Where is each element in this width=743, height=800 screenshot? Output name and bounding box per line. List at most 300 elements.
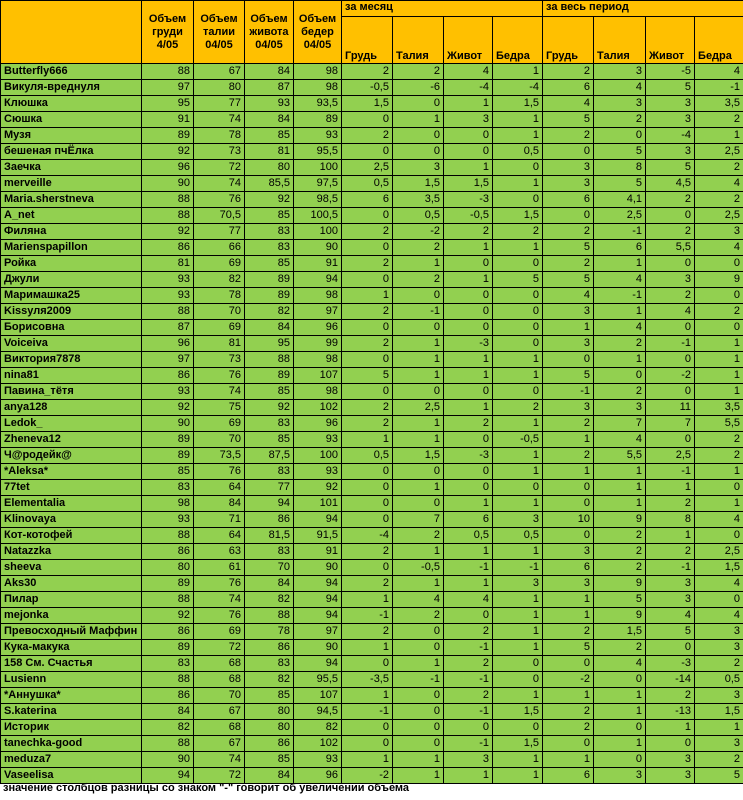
value-cell: 97,5 xyxy=(294,176,342,192)
value-cell: 95,5 xyxy=(294,144,342,160)
value-cell: 3 xyxy=(543,160,594,176)
value-cell: 1 xyxy=(594,688,646,704)
value-cell: 4 xyxy=(543,96,594,112)
value-cell: 85 xyxy=(245,688,294,704)
value-cell: 92 xyxy=(245,400,294,416)
value-cell: 94 xyxy=(294,592,342,608)
value-cell: 0 xyxy=(393,128,444,144)
table-row xyxy=(1,720,743,736)
value-cell: 3 xyxy=(543,400,594,416)
value-cell: 10 xyxy=(543,512,594,528)
value-cell: 6 xyxy=(543,560,594,576)
value-cell: 89 xyxy=(245,288,294,304)
value-cell: 2,5 xyxy=(342,160,393,176)
value-cell: 2 xyxy=(594,560,646,576)
value-cell: 3 xyxy=(543,176,594,192)
value-cell: 0 xyxy=(342,736,393,752)
value-cell: 1 xyxy=(493,592,543,608)
value-cell: 1 xyxy=(444,272,493,288)
participant-name: Klinovaya xyxy=(1,512,142,528)
value-cell: 88 xyxy=(245,608,294,624)
value-cell: 88 xyxy=(142,304,194,320)
value-cell: 88 xyxy=(142,592,194,608)
value-cell: 0,5 xyxy=(493,528,543,544)
value-cell: 0 xyxy=(444,384,493,400)
participant-name: Vaseelisa xyxy=(1,768,142,784)
value-cell: 1 xyxy=(594,496,646,512)
header-waist: Объем талии 04/05 xyxy=(194,1,245,64)
value-cell: 3 xyxy=(594,400,646,416)
value-cell: 6 xyxy=(342,192,393,208)
value-cell: 69 xyxy=(194,320,245,336)
value-cell: 70 xyxy=(245,560,294,576)
value-cell: 77 xyxy=(245,480,294,496)
value-cell: 2 xyxy=(393,272,444,288)
value-cell: 76 xyxy=(194,464,245,480)
value-cell: 0 xyxy=(342,512,393,528)
value-cell: 1 xyxy=(646,480,695,496)
table-row xyxy=(1,128,743,144)
value-cell: 0 xyxy=(493,288,543,304)
value-cell: 82 xyxy=(294,720,342,736)
value-cell: 86 xyxy=(142,688,194,704)
value-cell: 98 xyxy=(294,64,342,80)
value-cell: 68 xyxy=(194,720,245,736)
value-cell: 1 xyxy=(342,288,393,304)
value-cell: 0 xyxy=(695,480,743,496)
value-cell: 1 xyxy=(393,352,444,368)
table-row xyxy=(1,272,743,288)
value-cell: 1 xyxy=(594,464,646,480)
value-cell: 1 xyxy=(393,112,444,128)
value-cell: 4 xyxy=(594,320,646,336)
value-cell: 90 xyxy=(142,416,194,432)
value-cell: 1 xyxy=(695,352,743,368)
value-cell: 2 xyxy=(594,544,646,560)
value-cell: 0 xyxy=(342,384,393,400)
value-cell: 93,5 xyxy=(294,96,342,112)
value-cell: 6 xyxy=(543,80,594,96)
value-cell: 4 xyxy=(393,592,444,608)
value-cell: -1 xyxy=(646,336,695,352)
value-cell: 94,5 xyxy=(294,704,342,720)
value-cell: 0 xyxy=(493,192,543,208)
value-cell: 2 xyxy=(444,688,493,704)
value-cell: 91 xyxy=(142,112,194,128)
value-cell: 2 xyxy=(342,64,393,80)
value-cell: 97 xyxy=(142,80,194,96)
value-cell: -1 xyxy=(444,736,493,752)
table-row xyxy=(1,304,743,320)
value-cell: 0 xyxy=(444,480,493,496)
table-row xyxy=(1,112,743,128)
value-cell: 2 xyxy=(646,288,695,304)
value-cell: 102 xyxy=(294,400,342,416)
table-row xyxy=(1,256,743,272)
value-cell: 102 xyxy=(294,736,342,752)
value-cell: 1 xyxy=(594,352,646,368)
value-cell: 0 xyxy=(543,144,594,160)
value-cell: 0 xyxy=(543,352,594,368)
value-cell: 88 xyxy=(142,64,194,80)
value-cell: -13 xyxy=(646,704,695,720)
value-cell: 92 xyxy=(142,400,194,416)
value-cell: -1 xyxy=(393,304,444,320)
participant-name: nina81 xyxy=(1,368,142,384)
value-cell: 8 xyxy=(646,512,695,528)
value-cell: 75 xyxy=(194,400,245,416)
value-cell: -4 xyxy=(342,528,393,544)
value-cell: 86 xyxy=(245,640,294,656)
value-cell: 3 xyxy=(646,752,695,768)
participant-name: Филяна xyxy=(1,224,142,240)
value-cell: 2 xyxy=(695,448,743,464)
sub-month-belly: Живот xyxy=(444,17,493,64)
value-cell: 0 xyxy=(444,720,493,736)
value-cell: 89 xyxy=(142,432,194,448)
value-cell: 2 xyxy=(543,64,594,80)
value-cell: 74 xyxy=(194,592,245,608)
value-cell: 1 xyxy=(543,688,594,704)
value-cell: 2 xyxy=(342,304,393,320)
value-cell: 0 xyxy=(393,704,444,720)
participant-name: 77tet xyxy=(1,480,142,496)
value-cell: -4 xyxy=(493,80,543,96)
value-cell: 0 xyxy=(594,672,646,688)
value-cell: 0 xyxy=(493,672,543,688)
table-row xyxy=(1,320,743,336)
value-cell: 90 xyxy=(142,176,194,192)
participant-name: Ledok_ xyxy=(1,416,142,432)
value-cell: 0 xyxy=(444,304,493,320)
value-cell: 2,5 xyxy=(646,448,695,464)
value-cell: 86 xyxy=(245,512,294,528)
value-cell: 98 xyxy=(294,80,342,96)
value-cell: -1 xyxy=(493,560,543,576)
value-cell: 3 xyxy=(646,96,695,112)
footnote: значение столбцов разницы со знаком "-" говорит об увеличении объема xyxy=(3,782,410,794)
value-cell: 89 xyxy=(142,576,194,592)
participant-name: *Аннушка* xyxy=(1,688,142,704)
value-cell: 83 xyxy=(245,464,294,480)
value-cell: 1 xyxy=(695,496,743,512)
value-cell: 0 xyxy=(342,560,393,576)
participant-name: Elementalia xyxy=(1,496,142,512)
value-cell: 84 xyxy=(245,112,294,128)
value-cell: 0 xyxy=(594,720,646,736)
value-cell: 1 xyxy=(444,496,493,512)
value-cell: 68 xyxy=(194,672,245,688)
value-cell: 69 xyxy=(194,416,245,432)
value-cell: 76 xyxy=(194,608,245,624)
table-row xyxy=(1,96,743,112)
participant-name: mejonka xyxy=(1,608,142,624)
value-cell: -0,5 xyxy=(342,80,393,96)
value-cell: 0 xyxy=(342,720,393,736)
value-cell: 97 xyxy=(294,624,342,640)
value-cell: 93 xyxy=(245,96,294,112)
value-cell: 80 xyxy=(245,160,294,176)
value-cell: -0,5 xyxy=(493,432,543,448)
value-cell: 87,5 xyxy=(245,448,294,464)
value-cell: 5 xyxy=(695,768,743,784)
value-cell: 3 xyxy=(695,688,743,704)
value-cell: 0 xyxy=(393,96,444,112)
value-cell: 2 xyxy=(594,384,646,400)
value-cell: 99 xyxy=(294,336,342,352)
value-cell: 2 xyxy=(444,416,493,432)
value-cell: 5 xyxy=(594,144,646,160)
value-cell: 3 xyxy=(393,160,444,176)
value-cell: 89 xyxy=(142,640,194,656)
value-cell: -1 xyxy=(444,704,493,720)
value-cell: 0 xyxy=(594,128,646,144)
value-cell: 4 xyxy=(646,608,695,624)
value-cell: -3 xyxy=(444,336,493,352)
value-cell: 69 xyxy=(194,624,245,640)
value-cell: 85,5 xyxy=(245,176,294,192)
table-row xyxy=(1,416,743,432)
value-cell: 0 xyxy=(444,144,493,160)
value-cell: 82 xyxy=(142,720,194,736)
value-cell: 1 xyxy=(393,368,444,384)
value-cell: 96 xyxy=(294,768,342,784)
table-row xyxy=(1,544,743,560)
value-cell: 9 xyxy=(594,608,646,624)
participant-name: Ч@родейк@ xyxy=(1,448,142,464)
value-cell: 82 xyxy=(245,304,294,320)
value-cell: 2 xyxy=(646,688,695,704)
table-row xyxy=(1,288,743,304)
value-cell: 3 xyxy=(493,512,543,528)
value-cell: 0 xyxy=(393,720,444,736)
value-cell: 1 xyxy=(393,336,444,352)
value-cell: 96 xyxy=(294,320,342,336)
value-cell: 85 xyxy=(142,464,194,480)
value-cell: 100 xyxy=(294,448,342,464)
table-row xyxy=(1,64,743,80)
table-row xyxy=(1,432,743,448)
value-cell: 74 xyxy=(194,752,245,768)
value-cell: 86 xyxy=(142,368,194,384)
value-cell: 0 xyxy=(594,368,646,384)
value-cell: 93 xyxy=(142,288,194,304)
value-cell: 94 xyxy=(245,496,294,512)
value-cell: 0 xyxy=(342,352,393,368)
value-cell: 3 xyxy=(594,64,646,80)
value-cell: 74 xyxy=(194,384,245,400)
value-cell: 83 xyxy=(245,416,294,432)
value-cell: 1 xyxy=(493,352,543,368)
value-cell: 69 xyxy=(194,256,245,272)
value-cell: 0,5 xyxy=(444,528,493,544)
table-row xyxy=(1,496,743,512)
value-cell: 94 xyxy=(294,272,342,288)
value-cell: 0 xyxy=(393,288,444,304)
value-cell: 9 xyxy=(594,512,646,528)
value-cell: 3 xyxy=(695,624,743,640)
value-cell: 3 xyxy=(695,224,743,240)
value-cell: 2 xyxy=(493,224,543,240)
value-cell: 1 xyxy=(444,544,493,560)
value-cell: 1 xyxy=(342,592,393,608)
value-cell: 4 xyxy=(594,656,646,672)
value-cell: 85 xyxy=(245,208,294,224)
value-cell: 1 xyxy=(444,352,493,368)
value-cell: 0 xyxy=(594,752,646,768)
value-cell: 0,5 xyxy=(493,144,543,160)
value-cell: 2 xyxy=(543,128,594,144)
value-cell: 93 xyxy=(294,128,342,144)
value-cell: 3 xyxy=(646,576,695,592)
value-cell: 2,5 xyxy=(695,144,743,160)
value-cell: 3 xyxy=(646,768,695,784)
value-cell: 1 xyxy=(393,752,444,768)
value-cell: 4 xyxy=(695,64,743,80)
value-cell: -14 xyxy=(646,672,695,688)
value-cell: 5 xyxy=(594,592,646,608)
value-cell: 0,5 xyxy=(393,208,444,224)
value-cell: 5 xyxy=(543,240,594,256)
value-cell: 84 xyxy=(194,496,245,512)
value-cell: 0 xyxy=(393,384,444,400)
value-cell: -0,5 xyxy=(444,208,493,224)
value-cell: 87 xyxy=(245,80,294,96)
value-cell: -1 xyxy=(342,608,393,624)
table-row xyxy=(1,640,743,656)
table-row xyxy=(1,160,743,176)
value-cell: 1 xyxy=(393,480,444,496)
value-cell: 83 xyxy=(245,656,294,672)
table-row xyxy=(1,704,743,720)
value-cell: 98 xyxy=(294,384,342,400)
participant-name: Павина_тётя xyxy=(1,384,142,400)
value-cell: 0 xyxy=(493,384,543,400)
value-cell: 1,5 xyxy=(493,704,543,720)
value-cell: 0 xyxy=(493,304,543,320)
value-cell: 61 xyxy=(194,560,245,576)
participant-name: Natazzka xyxy=(1,544,142,560)
participant-name: *Aleksa* xyxy=(1,464,142,480)
value-cell: 91,5 xyxy=(294,528,342,544)
value-cell: 5 xyxy=(493,272,543,288)
value-cell: 85 xyxy=(245,256,294,272)
participant-name: meduza7 xyxy=(1,752,142,768)
value-cell: 76 xyxy=(194,576,245,592)
value-cell: 0 xyxy=(493,160,543,176)
value-cell: 1 xyxy=(342,432,393,448)
value-cell: 100,5 xyxy=(294,208,342,224)
value-cell: 81 xyxy=(194,336,245,352)
table-row xyxy=(1,352,743,368)
value-cell: 1 xyxy=(543,752,594,768)
value-cell: 1 xyxy=(493,688,543,704)
value-cell: 1 xyxy=(393,416,444,432)
sub-period-hips: Бедра xyxy=(695,17,743,64)
value-cell: 1 xyxy=(444,240,493,256)
value-cell: 0 xyxy=(695,528,743,544)
table-row xyxy=(1,240,743,256)
value-cell: 0 xyxy=(493,320,543,336)
value-cell: -1 xyxy=(393,672,444,688)
table-row xyxy=(1,608,743,624)
table-row xyxy=(1,80,743,96)
value-cell: 7 xyxy=(646,416,695,432)
value-cell: -1 xyxy=(695,80,743,96)
value-cell: 0 xyxy=(444,432,493,448)
value-cell: 0 xyxy=(342,464,393,480)
value-cell: 95 xyxy=(142,96,194,112)
group-period: за весь период xyxy=(543,1,743,17)
value-cell: 1 xyxy=(493,640,543,656)
value-cell: 0 xyxy=(646,384,695,400)
value-cell: 2,5 xyxy=(393,400,444,416)
value-cell: 3 xyxy=(695,736,743,752)
value-cell: 81 xyxy=(245,144,294,160)
value-cell: -3 xyxy=(444,192,493,208)
table-row xyxy=(1,464,743,480)
value-cell: 67 xyxy=(194,704,245,720)
value-cell: 1,5 xyxy=(493,736,543,752)
value-cell: 9 xyxy=(695,272,743,288)
value-cell: 0 xyxy=(543,656,594,672)
value-cell: 93 xyxy=(294,432,342,448)
value-cell: 2 xyxy=(342,336,393,352)
value-cell: 1,5 xyxy=(493,96,543,112)
value-cell: 95,5 xyxy=(294,672,342,688)
value-cell: -2 xyxy=(543,672,594,688)
value-cell: 3 xyxy=(543,336,594,352)
value-cell: 89 xyxy=(245,368,294,384)
value-cell: 2 xyxy=(646,544,695,560)
value-cell: 1 xyxy=(342,640,393,656)
value-cell: 76 xyxy=(194,192,245,208)
value-cell: 84 xyxy=(142,704,194,720)
value-cell: 0 xyxy=(342,656,393,672)
value-cell: 72 xyxy=(194,768,245,784)
participant-name: Джули xyxy=(1,272,142,288)
value-cell: 88 xyxy=(142,192,194,208)
value-cell: 77 xyxy=(194,96,245,112)
value-cell: 1 xyxy=(543,320,594,336)
value-cell: 1,5 xyxy=(695,560,743,576)
value-cell: 78 xyxy=(194,288,245,304)
value-cell: 5 xyxy=(646,624,695,640)
value-cell: 7 xyxy=(393,512,444,528)
value-cell: -1 xyxy=(342,704,393,720)
value-cell: 80 xyxy=(194,80,245,96)
value-cell: 98 xyxy=(142,496,194,512)
table-row xyxy=(1,512,743,528)
value-cell: 0 xyxy=(493,256,543,272)
value-cell: 4,5 xyxy=(646,176,695,192)
value-cell: 1,5 xyxy=(393,448,444,464)
value-cell: 1 xyxy=(594,256,646,272)
value-cell: 0 xyxy=(646,640,695,656)
participant-name: A_net xyxy=(1,208,142,224)
value-cell: 0 xyxy=(444,128,493,144)
value-cell: 8 xyxy=(594,160,646,176)
value-cell: 0,5 xyxy=(695,672,743,688)
value-cell: 73 xyxy=(194,144,245,160)
value-cell: 5 xyxy=(543,272,594,288)
value-cell: 0 xyxy=(493,480,543,496)
value-cell: -3 xyxy=(646,656,695,672)
value-cell: 0 xyxy=(342,320,393,336)
value-cell: 3 xyxy=(646,592,695,608)
value-cell: 93 xyxy=(142,272,194,288)
value-cell: -1 xyxy=(444,560,493,576)
